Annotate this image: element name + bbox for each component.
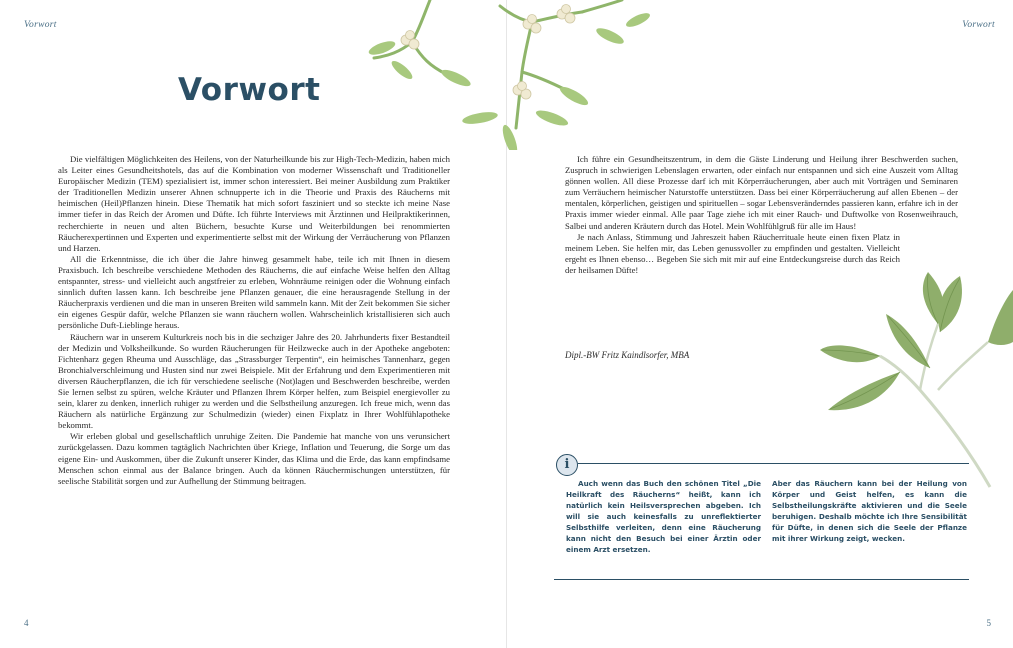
body-text-right (565, 154, 958, 276)
paragraph: All die Erkenntnisse, die ich über die Jahre hinweg gesammelt habe, teile ich mit Ihnen in diesem Praxisbuch. Ich beschreibe verschiedene Methoden des Räucherns, die auf einfache Weise helfen den Alltag entspannter, stress- und vielleicht auch angstfreier zu erleben, Wohnräume reinigen oder die Wohnung einfach sinnlich duften lassen kann. Ich beschreibe jene Pflanzen genauer, die eine herausragende Stellung in der Räucherpraxis verdienen und die man in unseren Breiten wild sammeln kann. Mit der Zeit bekommen Sie sicher ein eigenes Gespür dafür, welche Pflanzen sie wann räuchern wollen. Wahrscheinlich kristallisieren sich auch persönliche Duft-Lieblinge heraus. (58, 253, 450, 331)
paragraph: Je nach Anlass, Stimmung und Jahreszeit haben Räucherrituale heute einen fixen Platz in meinem Leben. Sie helfen mir, das Leben genussvoller zu empfinden und gestalten. Vielleicht ergeht es Ihnen ebenso… Begeben Sie sich mit mir auf eine Entdeckungsreise durch das Reich der heilsamen Düfte! (565, 231, 900, 275)
mistletoe-illustration (360, 0, 650, 150)
info-text-column-1 (566, 478, 761, 555)
paragraph: Die vielfältigen Möglichkeiten des Heilens, von der Naturheilkunde bis zur High-Tech-Medizin, haben mich als Leiter eines Gesundheitshotels, das auf die Kombination von moderner Wissenschaft und Traditioneller Europäischer Medizin (TEM) spezialisiert ist, immer schon interessiert. Bei meiner Ausbildung zum Praktiker der Traditionellen Medizin unserer Ahnen schnupperte ich in die Theorie und Praxis des Räucherns mit heimischen (Heil)Pflanzen hinein. Diese Thematik hat mich sofort fasziniert und so steckte ich meine Nase immer tiefer in das Reich der Aromen und Düfte. Ich führte Interviews mit Ärztinnen und Heilpraktikerinnen, recherchierte in neuen und alten Büchern, besuchte Kurse und Weiterbildungen bei renommierten Räucherexpertinnen und Experten und experimentierte selbst mit der Wirkung der Verräucherung von Pflanzen und Harzen. (58, 154, 450, 253)
info-text-column-2: Aber das Räuchern kann bei der Heilung von Körper und Geist helfen, es kann die Selbstheilungskräfte aktivieren und die Seele beruhigen. Deshalb möchte ich Ihre Sensibilität für Düfte, in denen sich die Seele der Pflanze mit ihrer Wirkung zeigt, wecken. (772, 479, 967, 543)
paragraph: Ich führe ein Gesundheitszentrum, in dem die Gäste Linderung und Heilung ihrer Beschwerden suchen, Zuspruch in schwierigen Lebenslagen erwarten, oder einfach nur entspannen und sich eine Auszeit vom Alltag gönnen wollen. All diese Prozesse darf ich mit Körperräucherungen, aber auch mit Vorträgen und Seminaren zum Verräuchern heimischer Naturstoffe unterstützen. Dass bei einer Körperräucherung auf allen Ebenen – der mentalen, körperlichen, geistigen und spirituellen – sogar Lebensveränderndes passieren kann, erfahre ich in der Praxis immer wieder einmal. Alle paar Tage ziehe ich mit einer Rauch- und Duftwolke von Rosenweihrauch, Salbei und anderen Kräutern durch das Hotel. Mein Wohlfühlgruß für alle im Haus! (565, 154, 958, 231)
running-header-left: Vorwort (24, 20, 57, 30)
info-icon: i (556, 454, 578, 476)
page-title: Vorwort (178, 72, 321, 108)
running-header-right: Vorwort (962, 20, 995, 30)
author-signature: Dipl.-BW Fritz Kaindlsorfer, MBA (565, 350, 690, 360)
page-number-left: 4 (24, 618, 29, 628)
info-rule-bottom (554, 579, 969, 580)
info-text: Auch wenn das Buch den schönen Titel „Die Heilkraft des Räucherns“ heißt, kann ich natürlich kein Heilsversprechen abgeben. Ich will sie auch keinesfalls zu unreflektierter Selbsthilfe verleiten, denn eine Räucherung kann nicht den Besuch bei einer Ärztin oder einem Arzt ersetzen. (566, 479, 761, 554)
leaf-branch-illustration (820, 272, 1013, 490)
page-number-right: 5 (986, 618, 991, 628)
body-text-left (58, 154, 450, 487)
paragraph: Wir erleben global und gesellschaftlich unruhige Zeiten. Die Pandemie hat manche von uns verunsichert zurückgelassen. Dazu kommen tagtäglich Nachrichten über Kriege, Inflation und Teuerung, die Sorge um das eigene Ein- und Auskommen, über die Zukunft unserer Kinder, das Klima und die Erde, das kann empfindsame Menschen schon einmal aus der Balance bringen. Auch da können Räuchermischungen unterstützen, für seelische Stabilität sorgen und zur Aufhellung der Stimmung beitragen. (58, 431, 450, 486)
paragraph: Räuchern war in unserem Kulturkreis noch bis in die sechziger Jahre des 20. Jahrhunderts fixer Bestandteil der Medizin und Volksheilkunde. So wurden Räucherungen für Heilzwecke auch in der Apotheke angeboten: Fichtenharz gegen Rheuma und Ausschläge, das „Strassburger Terpentin“, ein heimisches Tannenharz, gegen Bronchialverschleimung und Husten sind nur zwei Beispiele. Mit der Erfahrung und dem Experimentieren mit diversen Räucherpflanzen, die ich für verschiedene seelische (Not)lagen und Beschwerden beschreibe, werden Sie lernen selbst zu spüren, welche Kräuter und Pflanzen Ihrem Körper helfen, zum Beispiel energievoller zu sein, klarer zu denken, innerlich ruhiger zu werden und die Selbstheilung anzuregen. Ich freue mich, wenn das Räuchern als natürliche Ergänzung zur Schulmedizin (wieder) einen Fixplatz in Ihrer Wohlfühlapotheke bekommt. (58, 331, 450, 431)
